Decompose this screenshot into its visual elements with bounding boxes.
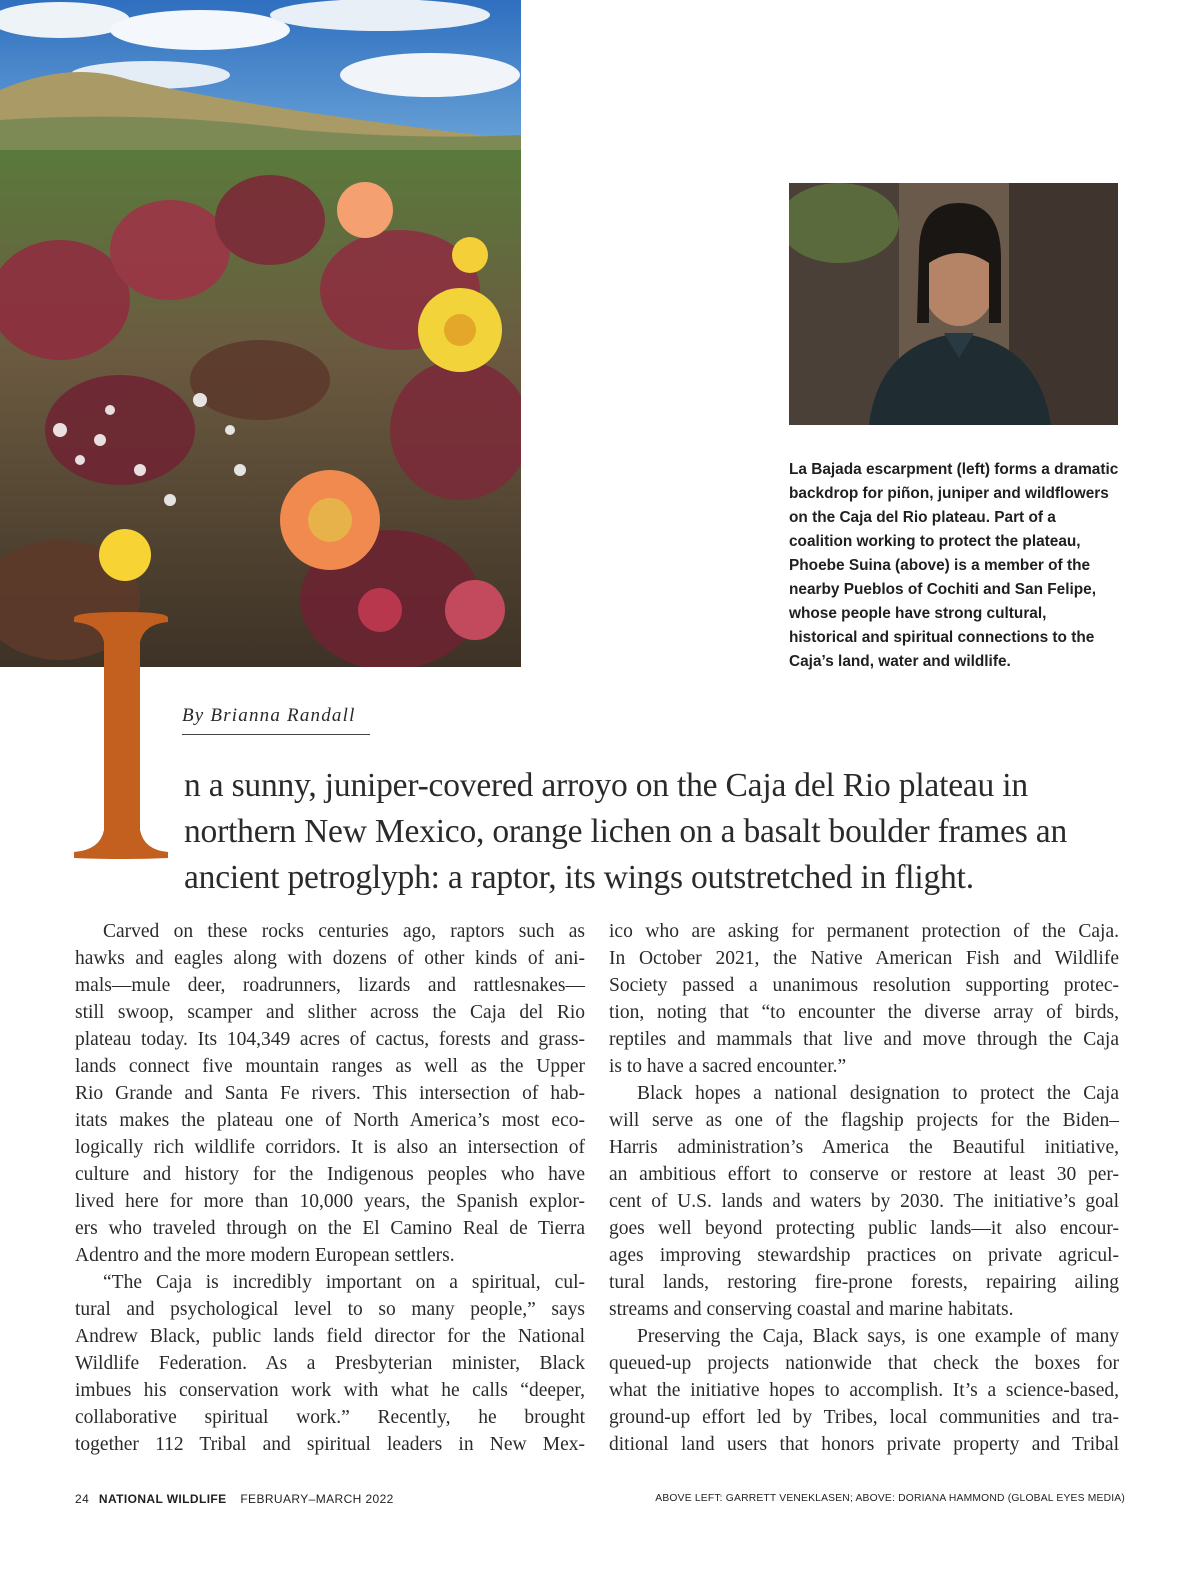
body-text-line: culture and history for the Indigenous peoples who have [75, 1164, 585, 1185]
body-text-line: will serve as one of the flagship projects for the Biden– [609, 1110, 1119, 1131]
body-text-line: Rio Grande and Santa Fe rivers. This intersection of hab- [75, 1083, 585, 1104]
body-text-line: tion, noting that “to encounter the diverse array of birds, [609, 1002, 1119, 1023]
body-text-line: ages improving stewardship practices on private agricul- [609, 1245, 1119, 1266]
body-text-line: Adentro and the more modern European settlers. [75, 1245, 455, 1266]
body-text-line: still swoop, scamper and slither across the Caja del Rio [75, 1002, 585, 1023]
body-text-line: Andrew Black, public lands field director for the National [75, 1326, 585, 1347]
drop-cap-letter [64, 572, 176, 892]
body-text-line: Carved on these rocks centuries ago, raptors such as [103, 921, 585, 942]
body-text-line: In October 2021, the Native American Fish and Wildlife [609, 948, 1119, 969]
caption-text: La Bajada escarpment (left) forms a dramatic backdrop for piñon, juniper and wildflowers on the Caja del Rio plateau. Part of a coalition working to protect the plateau, Phoebe Suina (above) is a member of the nearby Pueblos of Cochiti and San Felipe, whose people have strong cultural, historical and spiritual connections to the Caja’s land, water and wildlife. [789, 461, 1119, 670]
body-text-line: ditional land users that honors private property and Tribal [609, 1434, 1119, 1455]
body-text-line: ground-up effort led by Tribes, local communities and tra- [609, 1407, 1119, 1428]
body-text-line: lived here for more than 10,000 years, the Spanish explor- [75, 1191, 585, 1212]
body-text-line: Preserving the Caja, Black says, is one example of many [637, 1326, 1119, 1347]
body-text-line: Society passed a unanimous resolution supporting protec- [609, 975, 1119, 996]
issue-date: FEBRUARY–MARCH 2022 [240, 1492, 394, 1506]
photo-credits: ABOVE LEFT: GARRETT VENEKLASEN; ABOVE: DORIANA HAMMOND (GLOBAL EYES MEDIA) [655, 1493, 1125, 1504]
body-text-line: Black hopes a national designation to protect the Caja [637, 1083, 1119, 1104]
magazine-name: NATIONAL WILDLIFE [98, 1492, 227, 1506]
body-text-line: logically rich wildlife corridors. It is also an intersection of [75, 1137, 585, 1158]
lede-paragraph [184, 763, 1124, 901]
body-column-right [609, 918, 1119, 1458]
body-text-line: is to have a sacred encounter.” [609, 1056, 847, 1077]
body-text-line: hawks and eagles along with dozens of other kinds of ani- [75, 948, 585, 969]
body-text-line: mals—mule deer, roadrunners, lizards and rattlesnakes— [75, 975, 585, 996]
body-text-line: queued-up projects nationwide that check the boxes for [609, 1353, 1119, 1374]
body-text-line: “The Caja is incredibly important on a spiritual, cul- [103, 1272, 585, 1293]
body-text-line: plateau today. Its 104,349 acres of cactus, forests and grass- [75, 1029, 585, 1050]
lede-line: n a sunny, juniper-covered arroyo on the Caja del Rio plateau in [184, 767, 1028, 804]
page-number: 24 [75, 1492, 90, 1506]
body-text-line: collaborative spiritual work.” Recently, he brought [75, 1407, 585, 1428]
body-text-line: tural and psychological level to so many people,” says [75, 1299, 585, 1320]
wildflower-photo-illustration [0, 0, 521, 667]
body-text-line: itats makes the plateau one of North America’s most eco- [75, 1110, 585, 1131]
body-text-line: lands connect five mountain ranges as well as the Upper [75, 1056, 585, 1077]
page-footer [75, 1492, 394, 1506]
body-text-line: streams and conserving coastal and marine habitats. [609, 1299, 1014, 1320]
lede-line: northern New Mexico, orange lichen on a basalt boulder frames an [184, 813, 1067, 850]
body-text-line: cent of U.S. lands and waters by 2030. The initiative’s goal [609, 1191, 1119, 1212]
drop-cap [64, 572, 176, 892]
drop-cap-text: I [64, 572, 65, 573]
body-text-line: ers who traveled through on the El Camino Real de Tierra [75, 1218, 585, 1239]
body-column-left [75, 918, 585, 1458]
portrait-photo [789, 183, 1118, 425]
body-text-line: an ambitious effort to conserve or restore at least 30 per- [609, 1164, 1119, 1185]
landscape-photo [0, 0, 521, 667]
photo-caption [789, 458, 1119, 674]
body-text-line: Harris administration’s America the Beautiful initiative, [609, 1137, 1119, 1158]
body-text-line: reptiles and mammals that live and move through the Caja [609, 1029, 1119, 1050]
body-text-line: what the initiative hopes to accomplish. It’s a science-based, [609, 1380, 1119, 1401]
body-text-line: imbues his conservation work with what he calls “deeper, [75, 1380, 585, 1401]
body-text-line: together 112 Tribal and spiritual leaders in New Mex- [75, 1434, 585, 1455]
byline: By Brianna Randall [182, 705, 370, 735]
portrait-photo-illustration [789, 183, 1118, 425]
body-text-line: goes well beyond protecting public lands—it also encour- [609, 1218, 1119, 1239]
body-text-line: ico who are asking for permanent protection of the Caja. [609, 921, 1119, 942]
body-text-line: tural lands, restoring fire-prone forests, repairing ailing [609, 1272, 1119, 1293]
body-text-line: Wildlife Federation. As a Presbyterian minister, Black [75, 1353, 585, 1374]
lede-line: ancient petroglyph: a raptor, its wings outstretched in flight. [184, 859, 974, 896]
